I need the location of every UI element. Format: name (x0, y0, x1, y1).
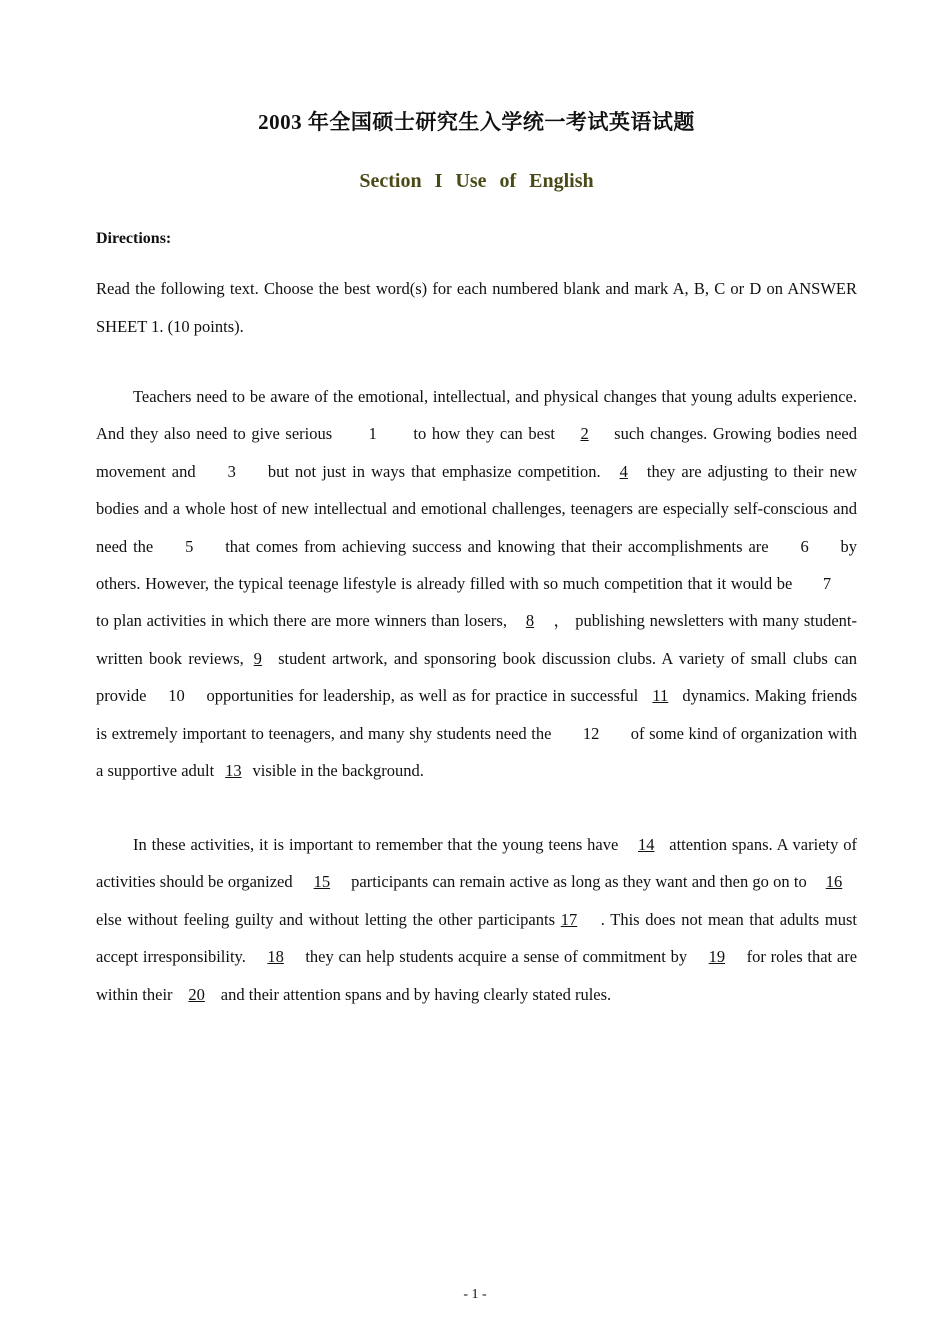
passage-text: participants can remain active as long as they want and then go on to (351, 872, 807, 892)
passage-text: they are adjusting to their new bodies and a whole host of new intellectual and emotional challenges, teenagers are especially self-conscious and need the (96, 461, 858, 556)
passage-text: but not just in ways that emphasize competition. (267, 461, 601, 481)
passage-text: attention spans. A variety of activities should be organized (96, 835, 858, 892)
passage-text: for roles that are within their (96, 947, 858, 1004)
blank-1: 1 (368, 424, 377, 444)
blank-7: 7 (822, 574, 832, 594)
blank-20: 20 (188, 984, 205, 1004)
passage-text: and their attention spans and by having clearly stated rules. (220, 984, 612, 1004)
passage-text: . This does not mean that adults must accept irresponsibility. (96, 909, 858, 967)
blank-16: 16 (825, 872, 843, 892)
blank-4: 4 (619, 461, 628, 481)
blank-5: 5 (185, 536, 194, 556)
blank-12: 12 (582, 723, 600, 743)
passage-paragraph-1 (96, 378, 857, 789)
passage-text: that comes from achieving success and knowing that their accomplishments are (225, 536, 769, 556)
directions-label: Directions: (96, 230, 172, 247)
passage-text: by others. However, the typical teenage lifestyle is already filled with so much competition that it would be (96, 536, 858, 594)
blank-8: 8 (525, 611, 535, 631)
passage-text: they can help students acquire a sense of commitment by (305, 947, 688, 967)
passage-text: Teachers need to be aware of the emotional, intellectual, and physical changes that young adults experience. And they also need to give serious (96, 387, 857, 444)
passage-text: opportunities for leadership, as well as for practice in successful (206, 686, 639, 706)
page-number: - 1 - (463, 1287, 487, 1302)
directions-text: Read the following text. Choose the best word(s) for each numbered blank and mark A, B, C or D on ANSWER SHEET 1. (10 points). (96, 279, 857, 336)
passage-text: In these activities, it is important to remember that the young teens have (133, 835, 619, 854)
blank-9: 9 (253, 648, 262, 668)
passage-text: ， publishing newsletters with many student-written book reviews, (96, 611, 857, 668)
blank-6: 6 (800, 536, 809, 556)
exam-title: 2003 年全国硕士研究生入学统一考试英语试题 (258, 110, 695, 134)
blank-10: 10 (168, 686, 185, 706)
passage-text: else without feeling guilty and without letting the other participants (96, 909, 556, 929)
blank-3: 3 (227, 461, 236, 481)
passage-text: to how they can best (413, 424, 555, 444)
passage-text: to plan activities in which there are more winners than losers, (96, 611, 507, 631)
blank-13: 13 (225, 761, 242, 781)
passage-text: of some kind of organization with a supportive adult (96, 723, 858, 781)
blank-18: 18 (267, 947, 284, 967)
section-heading: Section I Use of English (359, 170, 594, 192)
passage-text: dynamics. Making friends is extremely important to teenagers, and many shy students need the (96, 686, 858, 743)
passage-text: such changes. Growing bodies need movement and (96, 424, 857, 481)
blank-17: 17 (560, 909, 578, 929)
blank-11: 11 (652, 686, 669, 706)
passage-text: student artwork, and sponsoring book discussion clubs. A variety of small clubs can provide (96, 648, 857, 706)
passage-paragraph-2 (96, 826, 857, 1013)
blank-19: 19 (708, 947, 726, 967)
passage-text: visible in the background. (252, 761, 424, 781)
blank-2: 2 (580, 424, 589, 444)
blank-15: 15 (313, 872, 331, 892)
blank-14: 14 (638, 835, 655, 854)
